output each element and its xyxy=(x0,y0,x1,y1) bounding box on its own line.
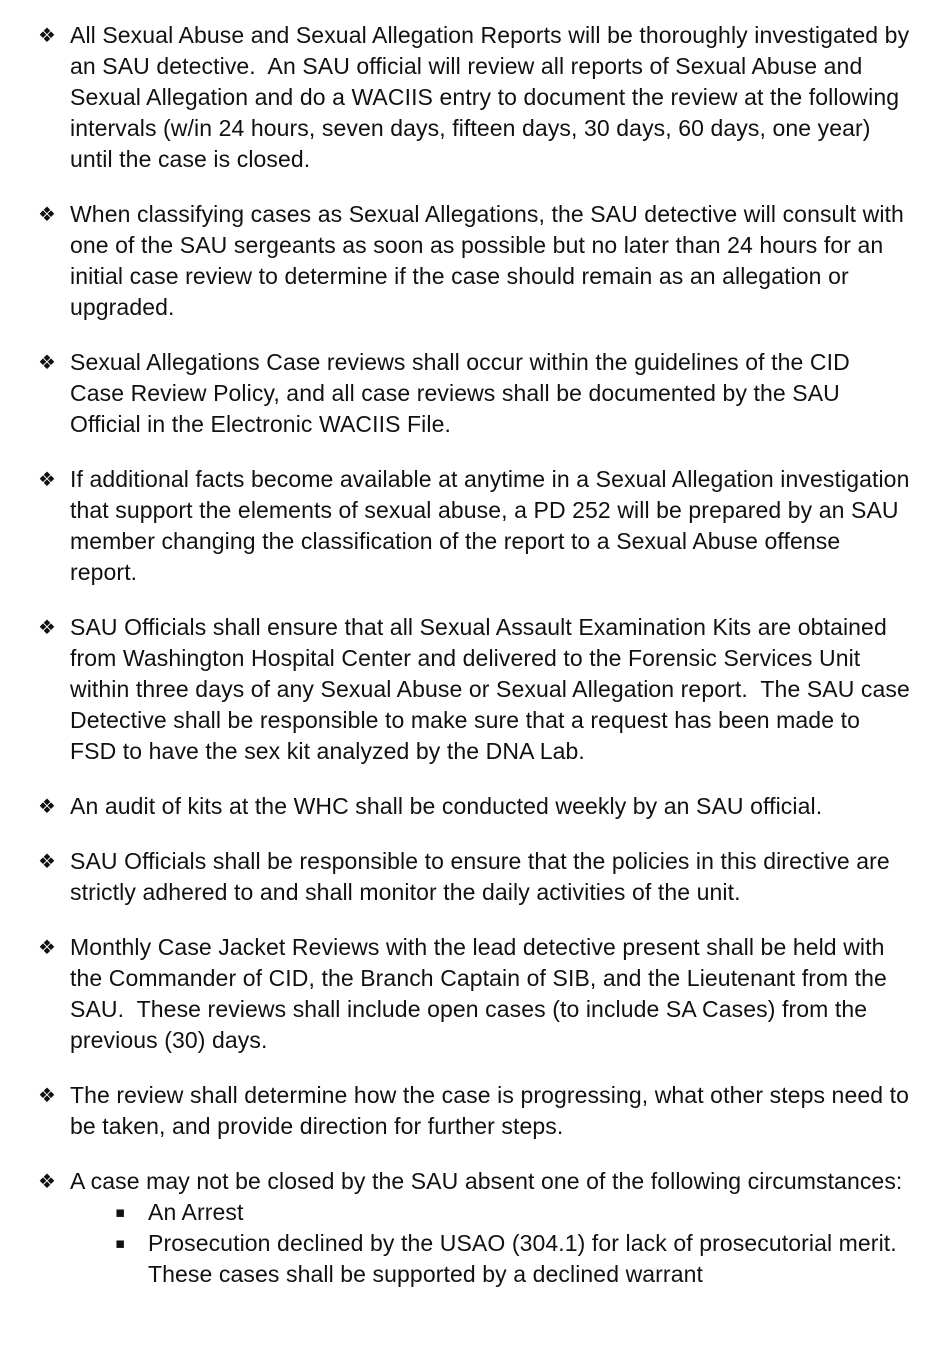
square-bullet-icon: ▪ xyxy=(115,1203,126,1221)
bullet-item xyxy=(38,846,926,908)
bullet-item-text: All Sexual Abuse and Sexual Allegation Reports will be thoroughly investigated by an SAU detective. An SAU official will review all reports of Sexual Abuse and Sexual Allegation and do a WACIIS entry to document the review at the following intervals (w/in 24 hours, seven days, fifteen days, 30 days, 60 days, one year) until the case is closed. xyxy=(70,22,916,172)
bullet-item xyxy=(38,612,926,767)
bullet-item xyxy=(38,20,926,175)
bullet-item-content xyxy=(70,1166,910,1290)
diamond-bullet-icon: ❖ xyxy=(38,23,56,47)
sub-bullet-item xyxy=(112,1228,910,1290)
bullet-item-text: Monthly Case Jacket Reviews with the lead detective present shall be held with the Commander of CID, the Branch Captain of SIB, and the Lieutenant from the SAU. These reviews shall include open cases (to include SA Cases) from the previous (30) days. xyxy=(70,934,894,1053)
bullet-item-text: If additional facts become available at anytime in a Sexual Allegation investigation that support the elements of sexual abuse, a PD 252 will be prepared by an SAU member changing the classification of the report to a Sexual Abuse offense report. xyxy=(70,466,916,585)
bullet-item-text: A case may not be closed by the SAU absent one of the following circumstances: xyxy=(70,1168,903,1194)
diamond-bullet-icon: ❖ xyxy=(38,467,56,491)
diamond-bullet-icon: ❖ xyxy=(38,1169,56,1193)
bullet-item xyxy=(38,932,926,1056)
sub-bullet-item xyxy=(112,1197,906,1228)
diamond-bullet-icon: ❖ xyxy=(38,935,56,959)
bullet-item-text: An audit of kits at the WHC shall be conducted weekly by an SAU official. xyxy=(70,793,823,819)
diamond-bullet-icon: ❖ xyxy=(38,202,56,226)
sub-bullet-item-text: An Arrest xyxy=(148,1199,244,1225)
bullet-item xyxy=(38,1166,926,1290)
diamond-bullet-icon: ❖ xyxy=(38,794,56,818)
bullet-item xyxy=(38,199,926,323)
bullet-item xyxy=(38,464,926,588)
bullet-item-text: The review shall determine how the case is progressing, what other steps need to be taken, and provide direction for further steps. xyxy=(70,1082,916,1139)
diamond-bullet-icon: ❖ xyxy=(38,615,56,639)
bullet-item xyxy=(38,1080,926,1142)
square-bullet-icon: ▪ xyxy=(115,1234,126,1252)
bullet-item-text: SAU Officials shall be responsible to ensure that the policies in this directive are strictly adhered to and shall monitor the daily activities of the unit. xyxy=(70,848,897,905)
bullet-item xyxy=(38,347,926,440)
bullet-item-text: When classifying cases as Sexual Allegations, the SAU detective will consult with one of the SAU sergeants as soon as possible but no later than 24 hours for an initial case review to determine if the case should remain as an allegation or upgraded. xyxy=(70,201,911,320)
sub-bullet-item-text: Prosecution declined by the USAO (304.1) for lack of prosecutorial merit. These cases shall be supported by a declined warrant xyxy=(148,1230,910,1287)
diamond-bullet-icon: ❖ xyxy=(38,1083,56,1107)
bullet-item xyxy=(38,791,926,822)
bullet-item-text: Sexual Allegations Case reviews shall occur within the guidelines of the CID Case Review Policy, and all case reviews shall be documented by the SAU Official in the Electronic WACIIS File. xyxy=(70,349,857,437)
diamond-bullet-icon: ❖ xyxy=(38,849,56,873)
bullet-item-text: SAU Officials shall ensure that all Sexual Assault Examination Kits are obtained from Washington Hospital Center and delivered to the Forensic Services Unit within three days of any Sexual Abuse or Sexual Allegation report. The SAU case Detective shall be responsible to make sure that a request has been made to FSD to have the sex kit analyzed by the DNA Lab. xyxy=(70,614,917,764)
diamond-bullet-icon: ❖ xyxy=(38,350,56,374)
